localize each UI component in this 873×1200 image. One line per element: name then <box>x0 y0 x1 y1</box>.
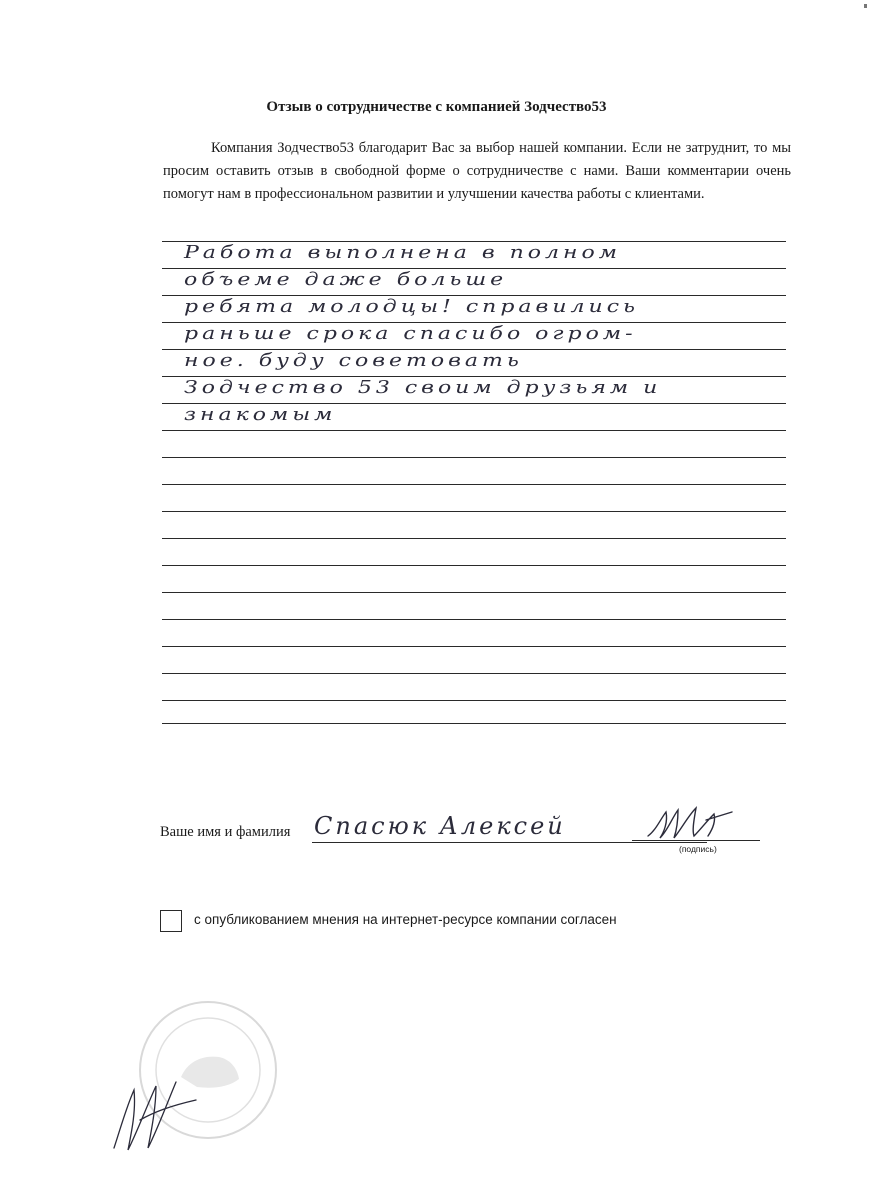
page-title: Отзыв о сотрудничестве с компанией Зодчество53 <box>266 99 607 115</box>
review-lined-area[interactable] <box>162 220 789 730</box>
consent-row <box>160 910 680 936</box>
ruled-line <box>162 700 786 701</box>
handwritten-line: раньше срока спасибо огром- <box>184 323 637 344</box>
handwritten-name: Спасюк Алексей <box>314 812 566 840</box>
signature-caption: (подпись) <box>679 844 717 854</box>
signature-field-line[interactable] <box>632 840 760 841</box>
name-label: Ваше имя и фамилия <box>160 824 291 840</box>
handwritten-line: ное. буду советовать <box>184 350 523 371</box>
bottom-signature-mark <box>100 1060 210 1160</box>
handwritten-line: объеме даже больше <box>184 269 508 290</box>
handwritten-review <box>162 220 789 440</box>
ruled-line <box>162 619 786 620</box>
name-signature-row <box>160 812 780 868</box>
ruled-line <box>162 592 786 593</box>
consent-label: с опубликованием мнения на интернет-ресурсе компании согласен <box>194 912 617 927</box>
ruled-line <box>162 484 786 485</box>
handwritten-line: Работа выполнена в полном <box>184 242 622 263</box>
ruled-line <box>162 673 786 674</box>
ruled-line <box>162 457 786 458</box>
handwritten-line: знакомым <box>184 404 337 425</box>
ruled-line <box>162 538 786 539</box>
intro-paragraph: Компания Зодчество53 благодарит Вас за выбор нашей компании. Если не затруднит, то мы просим оставить отзыв в свободной форме о сотрудничестве с нами. Ваши комментарии очень помогут нам в профессиональном развитии и улучшении качества работы с клиентами. <box>163 140 791 202</box>
ruled-line <box>162 723 786 724</box>
ruled-line <box>162 511 786 512</box>
handwritten-line: ребята молодцы! справились <box>184 296 639 317</box>
ruled-line <box>162 565 786 566</box>
handwritten-line: Зодчество 53 своим друзьям и <box>184 377 662 398</box>
consent-checkbox[interactable] <box>160 910 182 932</box>
ruled-line <box>162 646 786 647</box>
scan-mark <box>864 4 867 8</box>
